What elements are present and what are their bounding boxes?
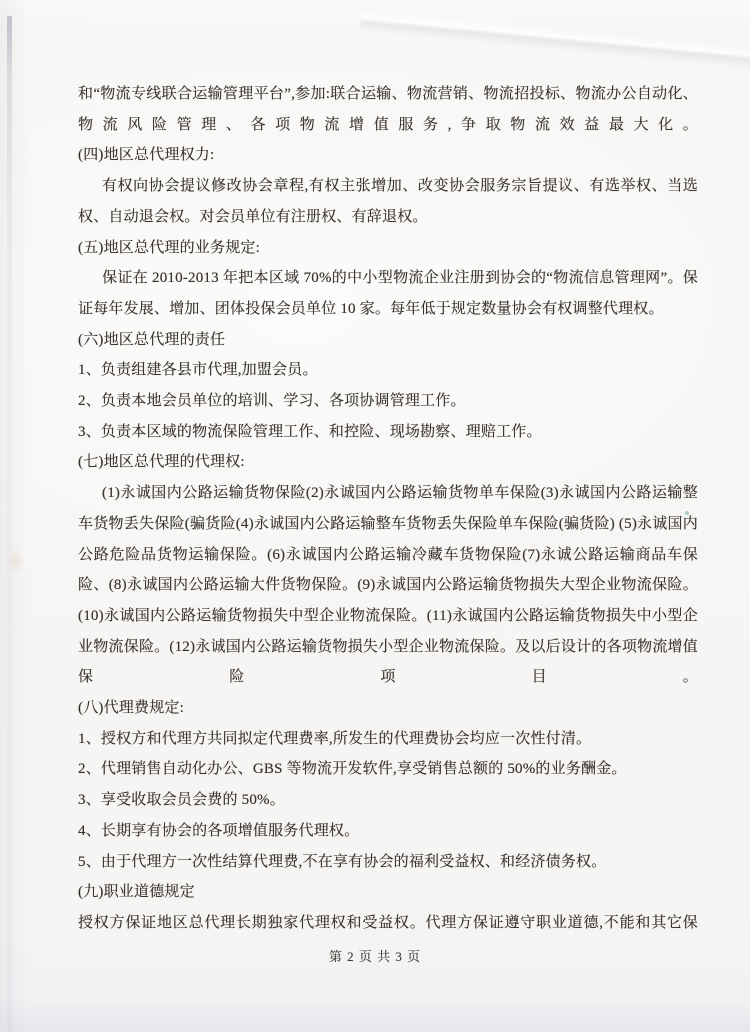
heading-section-5: (五)地区总代理的业务规定: xyxy=(78,239,260,256)
list-item-8-4: 4、长期享有协会的各项增值服务代理权。 xyxy=(78,822,360,839)
list-item-6-3: 3、负责本区域的物流保险管理工作、和控险、现场勘察、理赔工作。 xyxy=(78,423,542,440)
document-body xyxy=(78,79,698,939)
list-item-6-1: 1、负责组建各县市代理,加盟会员。 xyxy=(78,362,318,379)
page-footer: 第 2 页 共 3 页 xyxy=(328,949,422,964)
paper-crease xyxy=(358,0,750,86)
heading-section-9: (九)职业道德规定 xyxy=(78,884,195,901)
heading-section-4: (四)地区总代理权力: xyxy=(78,147,215,164)
scan-bottom-shadow xyxy=(0,998,750,1032)
list-item-8-3: 3、享受收取会员会费的 50%。 xyxy=(78,792,285,809)
list-item-8-1: 1、授权方和代理方共同拟定代理费率,所发生的代理费协会均应一次性付清。 xyxy=(78,730,592,747)
paragraph-section-7-body: (1)永诚国内公路运输货物保险(2)永诚国内公路运输货物单车保险(3)永诚国内公路运输整车货物丢失保险(骗货险(4)永诚国内公路运输整车货物丢失保险单车保险(骗货险) (5)永诚国内公路危险品货物运输保险。(6)永诚国内公路运输冷藏车货物保险(7)永诚公路运输商品车保险、(8)永诚国内公路运输大件货物保险。(9)永诚国内公路运输货物损失大型企业物流保险。(10)永诚国内公路运输货物损失中型企业物流保险。(11)永诚国内公路运输货物损失中小型企业物流保险。(12)永诚国内公路运输货物损失小型企业物流保险。及以后设计的各项物流增值保险项目。 xyxy=(78,485,698,686)
paragraph-section-4-body: 有权向协会提议修改协会章程,有权主张增加、改变协会服务宗旨提议、有选举权、当选权、自动退会权。对会员单位有注册权、有辞退权。 xyxy=(78,178,698,225)
paragraph-continuation: 和“物流专线联合运输管理平台”,参加:联合运输、物流营销、物流招投标、物流办公自动化、物流风险管理、各项物流增值服务,争取物流效益最大化。 xyxy=(78,86,698,133)
heading-section-6: (六)地区总代理的责任 xyxy=(78,331,226,348)
list-item-8-5: 5、由于代理方一次性结算代理费,不在享有协会的福利受益权、和经济债务权。 xyxy=(78,853,607,870)
scan-edge-streak xyxy=(7,16,12,1032)
list-item-6-2: 2、负责本地会员单位的培训、学习、各项协调管理工作。 xyxy=(78,393,466,410)
paper-smudge xyxy=(8,548,24,574)
heading-section-7: (七)地区总代理的代理权: xyxy=(78,454,245,471)
paragraph-section-9-body: 授权方保证地区总代理长期独家代理权和受益权。代理方保证遵守职业道德,不能和其它保 xyxy=(78,914,698,931)
scan-left-edge-shadow xyxy=(0,0,36,1032)
list-item-8-2: 2、代理销售自动化办公、GBS 等物流开发软件,享受销售总额的 50%的业务酬金。 xyxy=(78,761,627,778)
heading-section-8: (八)代理费规定: xyxy=(78,700,184,717)
paragraph-section-5-body: 保证在 2010-2013 年把本区域 70%的中小型物流企业注册到协会的“物流信息管理网”。保证每年发展、增加、团体投保会员单位 10 家。每年低于规定数量协会有权调整代理权。 xyxy=(78,270,698,317)
